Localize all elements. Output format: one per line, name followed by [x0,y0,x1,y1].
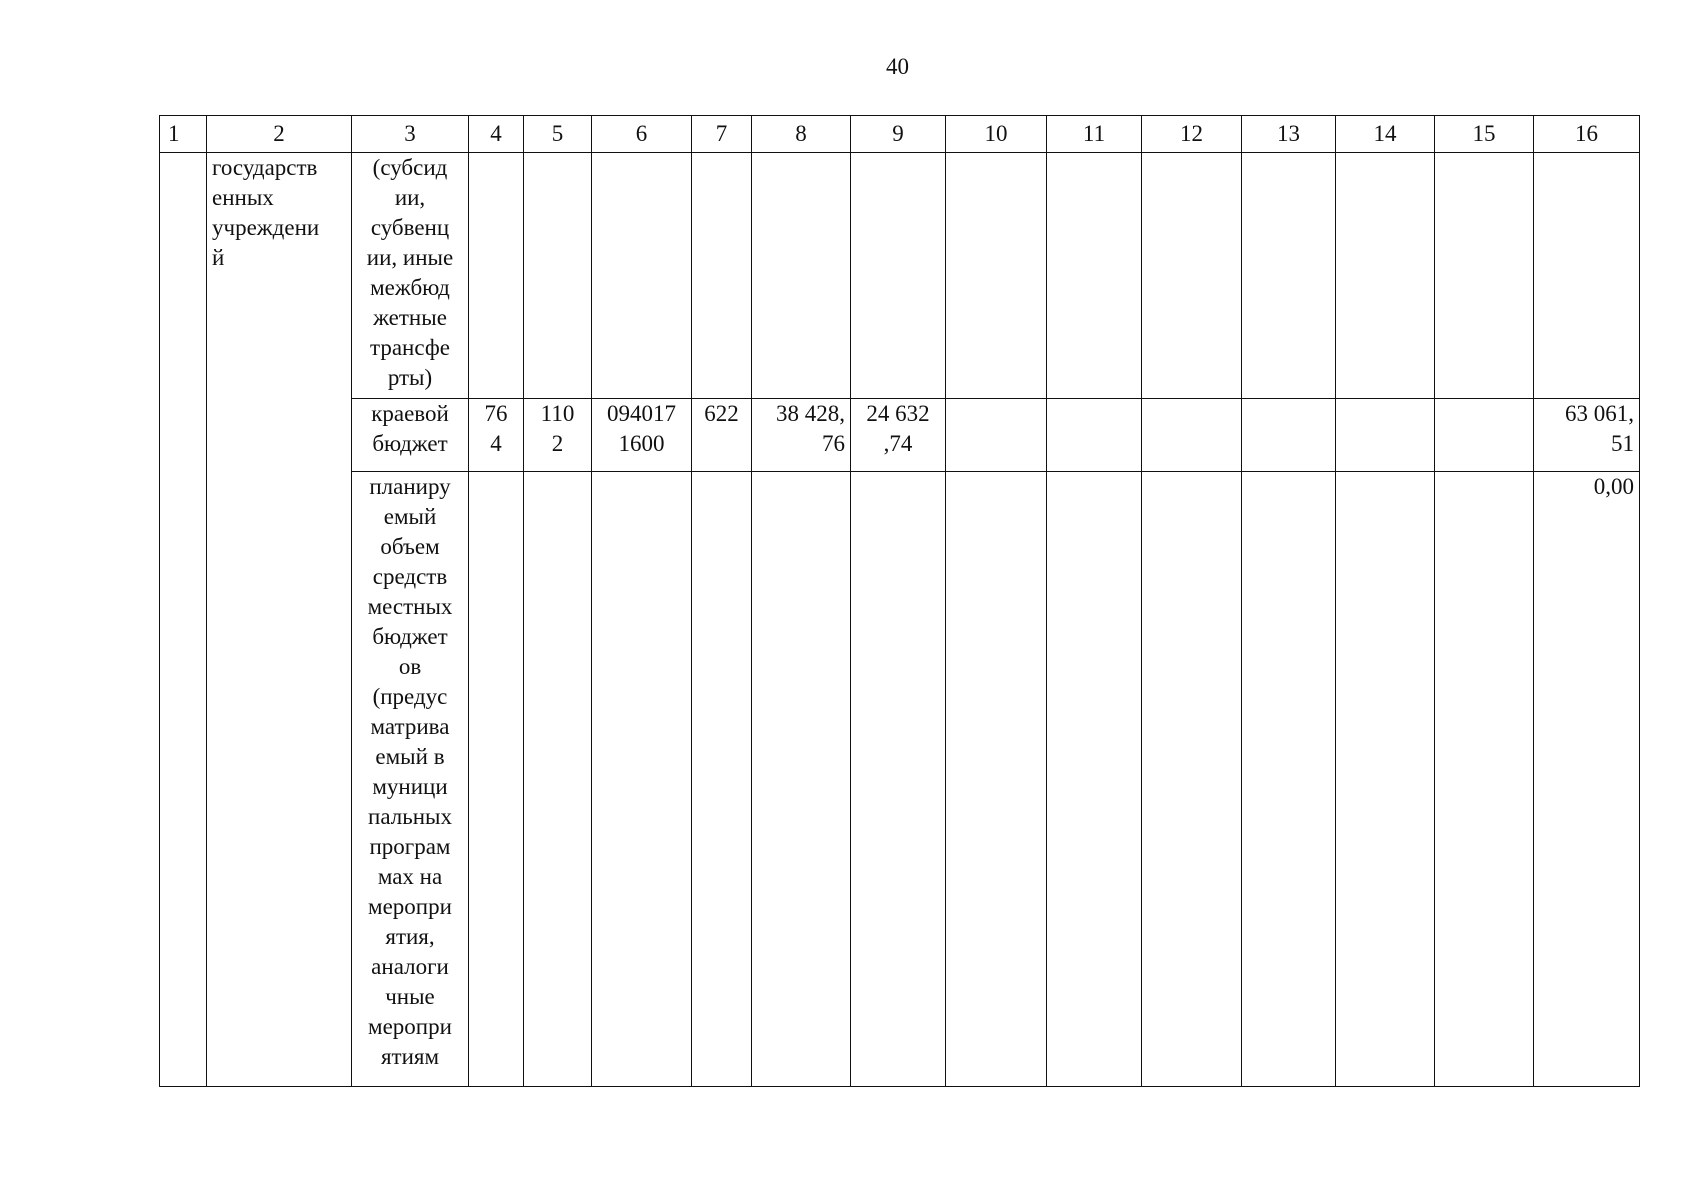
table-cell [469,153,524,399]
table-row [160,472,1640,1087]
funding-type-text: (субсид ии, субвенц ии, иные межбюд жетные трансфе рты) [366,155,454,390]
year1-cell [752,399,851,472]
table-cell [851,472,946,1087]
table-cell [1047,153,1142,399]
table-cell [1435,153,1534,399]
measure-name-text: государств енных учреждени й [212,155,320,270]
funding-type-cell [352,153,469,399]
rzpr-value: 110 2 [540,401,575,456]
table-row [160,153,1640,399]
source-cell [352,399,469,472]
column-header: 2 [207,116,352,153]
table-cell [1336,399,1435,472]
column-header: 8 [752,116,851,153]
table-cell [1534,153,1640,399]
table-cell [851,153,946,399]
table-cell [1242,399,1336,472]
source-regional-text: краевой бюджет [371,401,449,456]
table-cell [946,153,1047,399]
column-header: 16 [1534,116,1640,153]
column-number-row [160,116,1640,153]
table-cell [692,472,752,1087]
row-number-cell [160,153,207,1087]
csr-value: 094017 1600 [607,401,676,456]
year2-value: 24 632 ,74 [866,401,930,456]
column-header: 15 [1435,116,1534,153]
column-header: 1 [160,116,207,153]
table-cell [1435,472,1534,1087]
table-cell [1336,472,1435,1087]
column-header: 5 [524,116,592,153]
column-header: 14 [1336,116,1435,153]
column-header: 11 [1047,116,1142,153]
grbs-cell [469,399,524,472]
column-header: 9 [851,116,946,153]
year1-value: 38 428, 76 [776,401,845,456]
source-local-text: планиру емый объем средств местных бюджет ов (предус матрива емый в муници пальных програм мах на меропри ятия, аналоги чные меропри ятиям [367,474,453,1069]
table-row [160,399,1640,472]
column-header: 3 [352,116,469,153]
column-header: 10 [946,116,1047,153]
source-cell [352,472,469,1087]
table-cell [1435,399,1534,472]
table-cell [1242,153,1336,399]
rzpr-cell [524,399,592,472]
column-header: 13 [1242,116,1336,153]
vr-value: 622 [704,401,739,426]
table-cell [692,153,752,399]
budget-table [159,115,1640,1087]
total-local-value: 0,00 [1593,474,1634,499]
vr-cell [692,399,752,472]
measure-name-cell [207,153,352,1087]
table-cell [946,472,1047,1087]
column-header: 12 [1142,116,1242,153]
year2-cell [851,399,946,472]
column-header: 7 [692,116,752,153]
table-cell [1242,472,1336,1087]
table-cell [1047,399,1142,472]
table-cell [592,472,692,1087]
column-header: 6 [592,116,692,153]
table-cell [946,399,1047,472]
total-cell [1534,472,1640,1087]
column-header: 4 [469,116,524,153]
total-cell [1534,399,1640,472]
total-regional-value: 63 061, 51 [1565,401,1634,456]
table-cell [1336,153,1435,399]
table-cell [524,472,592,1087]
table-cell [752,153,851,399]
page-number: 40 [886,54,909,79]
table-cell [469,472,524,1087]
table-cell [752,472,851,1087]
table-cell [524,153,592,399]
csr-cell [592,399,692,472]
table-cell [1142,472,1242,1087]
table-cell [1142,399,1242,472]
table-cell [1047,472,1142,1087]
table-cell [592,153,692,399]
table-cell [1142,153,1242,399]
grbs-value: 76 4 [484,401,508,456]
